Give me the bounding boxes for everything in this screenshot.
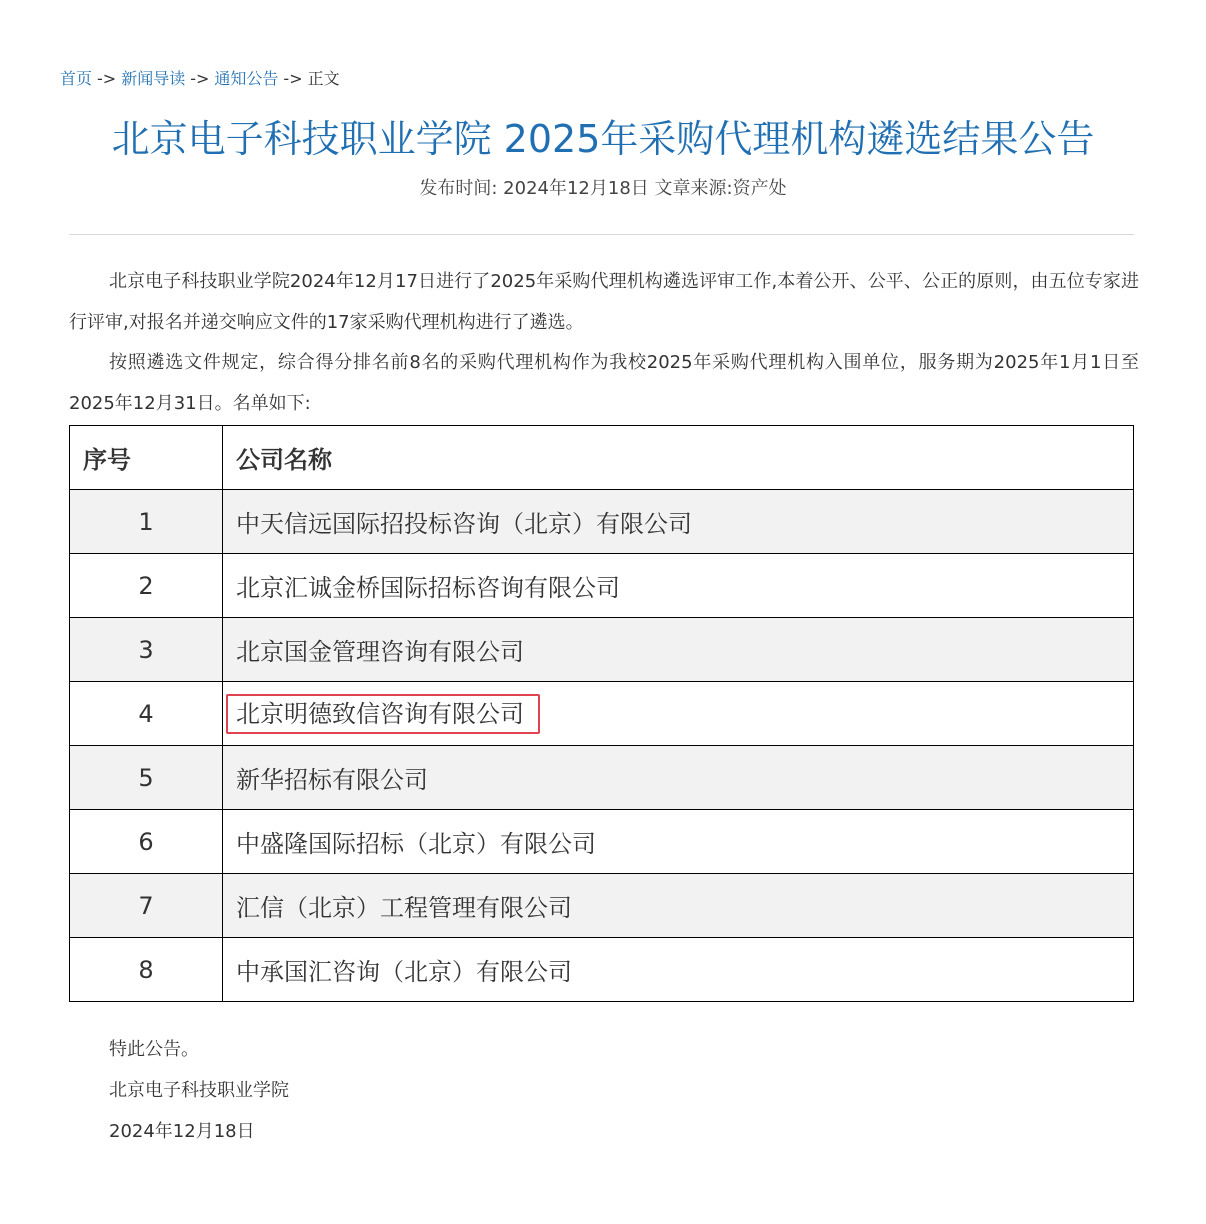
agency-list-table [69, 425, 1134, 1002]
row-number: 8 [70, 938, 223, 1002]
company-name-cell [223, 682, 1134, 746]
breadcrumb-news-link[interactable]: 新闻导读 [121, 69, 186, 88]
row-number: 7 [70, 874, 223, 938]
divider [69, 234, 1134, 235]
company-name: 中天信远国际招投标咨询（北京）有限公司 [223, 490, 1134, 554]
page-title: 北京电子科技职业学院 2025年采购代理机构遴选结果公告 [111, 117, 1095, 161]
company-name: 北京汇诚金桥国际招标咨询有限公司 [223, 554, 1134, 618]
row-number: 4 [70, 682, 223, 746]
article-paragraph-1: 北京电子科技职业学院2024年12月17日进行了2025年采购代理机构遴选评审工作,本着公开、公平、公正的原则，由五位专家进行评审,对报名并递交响应文件的17家采购代理机构进行了遴选。 [69, 271, 1139, 333]
table-row [70, 554, 1134, 618]
company-name: 中盛隆国际招标（北京）有限公司 [223, 810, 1134, 874]
breadcrumb-current: 正文 [307, 69, 340, 88]
breadcrumb-separator: -> [283, 69, 303, 88]
signature-date: 2024年12月18日 [109, 1121, 255, 1142]
table-header-company: 公司名称 [223, 426, 1134, 490]
row-number: 6 [70, 810, 223, 874]
article-meta: 发布时间: 2024年12月18日 文章来源:资产处 [419, 178, 787, 199]
breadcrumb-home-link[interactable]: 首页 [60, 69, 93, 88]
signature-org: 北京电子科技职业学院 [109, 1080, 289, 1101]
table-row [70, 810, 1134, 874]
table-row [70, 490, 1134, 554]
highlighted-company-name: 北京明德致信咨询有限公司 [226, 694, 540, 734]
row-number: 2 [70, 554, 223, 618]
breadcrumb-separator: -> [190, 69, 210, 88]
company-name: 中承国汇咨询（北京）有限公司 [223, 938, 1134, 1002]
article-paragraph-2: 按照遴选文件规定，综合得分排名前8名的采购代理机构作为我校2025年采购代理机构入围单位，服务期为2025年1月1日至2025年12月31日。名单如下: [69, 352, 1139, 414]
row-number: 5 [70, 746, 223, 810]
breadcrumb-separator: -> [97, 69, 117, 88]
table-header-number: 序号 [70, 426, 223, 490]
closing-text: 特此公告。 [109, 1039, 199, 1060]
row-number: 3 [70, 618, 223, 682]
table-row [70, 746, 1134, 810]
table-row [70, 682, 1134, 746]
table-row [70, 938, 1134, 1002]
company-name: 汇信（北京）工程管理有限公司 [223, 874, 1134, 938]
breadcrumb-notices-link[interactable]: 通知公告 [214, 69, 279, 88]
row-number: 1 [70, 490, 223, 554]
table-row [70, 874, 1134, 938]
company-name: 新华招标有限公司 [223, 746, 1134, 810]
table-row [70, 618, 1134, 682]
table-header-row [70, 426, 1134, 490]
breadcrumb [60, 68, 340, 90]
company-name: 北京国金管理咨询有限公司 [223, 618, 1134, 682]
